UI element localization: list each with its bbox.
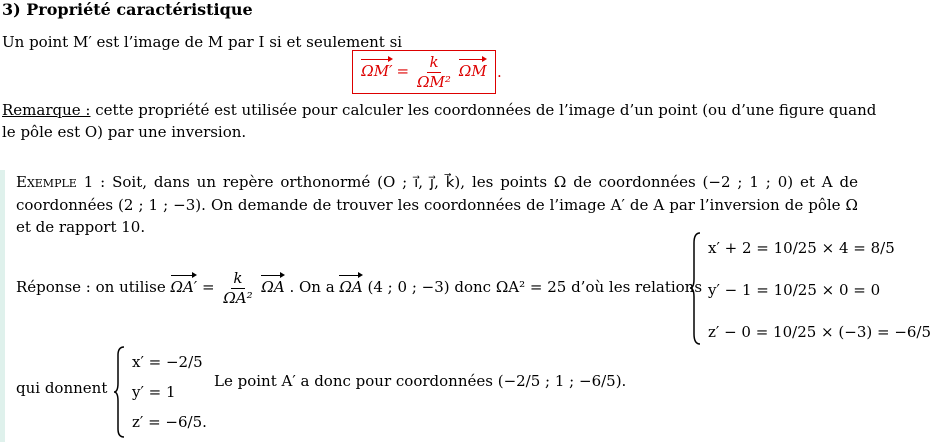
- remark-text-1: cette propriété est utilisée pour calculer les coordonnées de l’image d’un point (ou d’une figure quand: [90, 101, 877, 119]
- response-mid: . On a: [289, 278, 340, 296]
- example-label: Exemple 1: [16, 173, 94, 191]
- result-brace-icon: [114, 345, 126, 439]
- response-frac-num: k: [233, 269, 243, 287]
- example-paragraph: [16, 171, 858, 239]
- inversion-formula-box: [352, 50, 496, 94]
- result-lead: qui donnent: [16, 379, 108, 397]
- system-line-3: z′ − 0 = 10/25 × (−3) = −6/5: [708, 323, 931, 341]
- system-line-1: x′ + 2 = 10/25 × 4 = 8/5: [708, 239, 895, 257]
- formula-period: .: [497, 63, 502, 81]
- left-brace-icon: [690, 231, 702, 346]
- remark-line-2: le pôle est O) par une inversion.: [2, 123, 247, 141]
- section-heading: 3) Propriété caractéristique: [2, 0, 253, 19]
- fraction-denominator: ΩM²: [417, 72, 451, 91]
- equals-sign: =: [396, 62, 410, 81]
- response-equals: =: [201, 278, 220, 296]
- example-text: : Soit, dans un repère orthonormé (O ; i⃗, j⃗, k⃗), les points Ω de coordonnées (−2 ; 1 ; 0) et A de coordonnées (2 ; 1 ; −3). On demande de trouver les coordonnées de l’image A′ de A par l’inversion de pôle Ω et de rapport 10.: [16, 173, 858, 236]
- result-z: z′ = −6/5.: [132, 413, 207, 431]
- vector-omega-a: ΩA: [261, 278, 285, 296]
- response-start: Réponse : on utilise: [16, 278, 171, 296]
- k-over-omega-m-squared: [415, 54, 453, 90]
- fraction-numerator: k: [429, 53, 439, 71]
- remark-label: Remarque :: [2, 101, 91, 119]
- response-frac-den: ΩA²: [223, 288, 253, 307]
- response-fraction: [221, 270, 254, 306]
- result-x: x′ = −2/5: [132, 353, 203, 371]
- remark-line-1: [2, 101, 876, 121]
- result-conclusion: Le point A′ a donc pour coordonnées (−2/5 ; 1 ; −6/5).: [214, 372, 627, 390]
- vector-omega-m-prime: ΩM′: [361, 62, 393, 81]
- response-line: [16, 270, 702, 306]
- example-side-bar: [0, 170, 5, 442]
- intro-text: Un point M′ est l’image de M par I si et seulement si: [2, 33, 403, 51]
- vector-omega-m: ΩM: [458, 62, 487, 81]
- system-line-2: y′ − 1 = 10/25 × 0 = 0: [708, 281, 881, 299]
- response-tail: (4 ; 0 ; −3) donc ΩA² = 25 d’où les relations: [367, 278, 703, 296]
- vector-omega-a-prime: ΩA′: [170, 278, 198, 296]
- vector-omega-a-coords: ΩA: [339, 278, 363, 296]
- result-y: y′ = 1: [132, 383, 176, 401]
